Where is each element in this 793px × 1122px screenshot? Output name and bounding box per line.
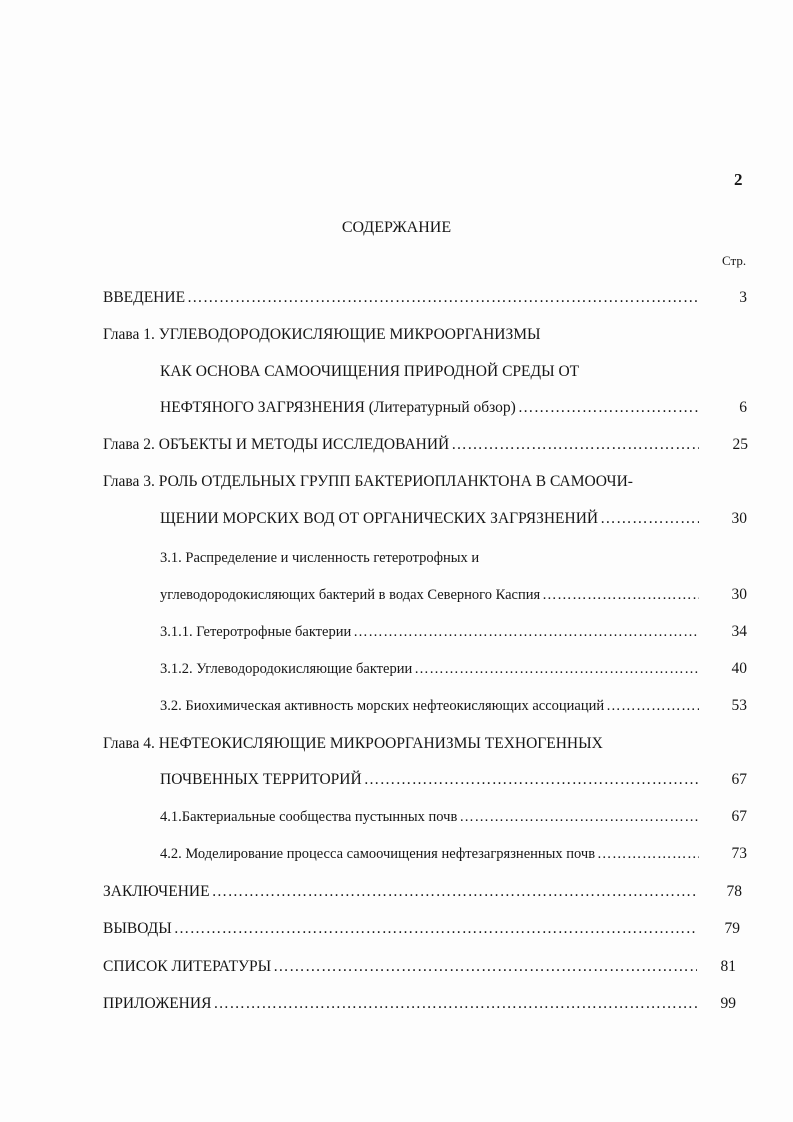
leader-dots [174, 918, 697, 940]
toc-chapter-4-line-2 [160, 769, 701, 791]
toc-entry-text: ЩЕНИИ МОРСКИХ ВОД ОТ ОРГАНИЧЕСКИХ ЗАГРЯЗНЕНИЙ [160, 510, 599, 527]
leader-dots [597, 843, 699, 865]
toc-title: СОДЕРЖАНИЕ [341, 219, 452, 236]
toc-entry-text: Глава 3. РОЛЬ ОТДЕЛЬНЫХ ГРУПП БАКТЕРИОПЛАНКТОНА В САМООЧИ- [103, 473, 633, 490]
toc-chapter-3-line-1 [103, 471, 633, 493]
toc-section-3-1-1 [160, 621, 701, 643]
leader-dots [273, 956, 697, 978]
page-number: 2 [734, 170, 743, 189]
toc-entry-page: 99 [720, 995, 736, 1012]
leader-dots [518, 397, 699, 419]
toc-entry-text: 3.2. Биохимическая активность морских нефтеокисляющих ассоциаций [160, 698, 605, 714]
toc-entry-references [103, 956, 699, 978]
toc-entry-page: 78 [726, 883, 742, 900]
toc-entry-text: НЕФТЯНОГО ЗАГРЯЗНЕНИЯ (Литературный обзор) [160, 399, 516, 416]
toc-entry-text: ЗАКЛЮЧЕНИЕ [103, 883, 210, 900]
toc-entry-text: ВВЕДЕНИЕ [103, 289, 186, 306]
leader-dots [459, 806, 699, 828]
page-column-header: Стр. [722, 253, 747, 268]
leader-dots [414, 658, 699, 680]
leader-dots [606, 695, 699, 717]
toc-entry-text: ПРИЛОЖЕНИЯ [103, 995, 212, 1012]
toc-section-4-1 [160, 806, 701, 828]
toc-entry-text: Глава 1. УГЛЕВОДОРОДОКИСЛЯЮЩИЕ МИКРООРГАНИЗМЫ [103, 326, 541, 343]
leader-dots [542, 584, 699, 606]
toc-entry-text: 3.1.1. Гетеротрофные бактерии [160, 624, 352, 640]
toc-chapter-1-line-2 [160, 361, 579, 383]
toc-chapter-3-line-2 [160, 508, 701, 530]
toc-entry-page: 25 [732, 436, 748, 453]
toc-chapter-1-line-3 [160, 397, 701, 419]
toc-entry-text: 3.1. Распределение и численность гетеротрофных и [160, 550, 480, 566]
toc-chapter-4-line-1 [103, 733, 603, 755]
toc-entry-page: 73 [731, 845, 747, 862]
toc-entry-text: КАК ОСНОВА САМООЧИЩЕНИЯ ПРИРОДНОЙ СРЕДЫ ОТ [160, 363, 580, 380]
leader-dots [364, 769, 699, 791]
toc-entry-page: 81 [720, 958, 736, 975]
leader-dots [212, 881, 697, 903]
leader-dots [213, 993, 697, 1015]
toc-entry-page: 34 [731, 623, 747, 640]
leader-dots [451, 434, 699, 456]
toc-entry-page: 30 [731, 586, 747, 603]
toc-chapter-2 [103, 434, 701, 456]
toc-entry-text: Глава 4. НЕФТЕОКИСЛЯЮЩИЕ МИКРООРГАНИЗМЫ ТЕХНОГЕННЫХ [103, 735, 603, 752]
toc-section-3-2 [160, 695, 701, 717]
toc-entry-appendices [103, 993, 699, 1015]
toc-entry-page: 3 [739, 289, 747, 306]
toc-entry-text: ВЫВОДЫ [103, 920, 172, 937]
leader-dots [187, 287, 699, 309]
leader-dots [353, 621, 699, 643]
toc-entry-text: СПИСОК ЛИТЕРАТУРЫ [103, 958, 272, 975]
toc-entry-page: 30 [731, 510, 747, 527]
toc-section-4-2 [160, 843, 701, 865]
toc-entry-text: ПОЧВЕННЫХ ТЕРРИТОРИЙ [160, 771, 362, 788]
toc-entry-intro [103, 287, 701, 309]
toc-entry-page: 40 [731, 660, 747, 677]
toc-entry-text: 4.1.Бактериальные сообщества пустынных почв [160, 809, 458, 825]
toc-entry-page: 67 [731, 771, 747, 788]
toc-entry-text: 4.2. Моделирование процесса самоочищения нефтезагрязненных почв [160, 846, 596, 862]
toc-entry-page: 6 [739, 399, 747, 416]
toc-section-3-1-line-2 [160, 584, 701, 606]
toc-entry-conclusion [103, 881, 699, 903]
toc-chapter-1-line-1 [103, 324, 541, 346]
toc-entry-page: 53 [731, 697, 747, 714]
toc-entry-text: Глава 2. ОБЪЕКТЫ И МЕТОДЫ ИССЛЕДОВАНИЙ [103, 436, 450, 453]
toc-entry-findings [103, 918, 699, 940]
toc-entry-page: 67 [731, 808, 747, 825]
toc-entry-text: углеводородокисляющих бактерий в водах Северного Каспия [160, 587, 541, 603]
toc-entry-page: 79 [724, 920, 740, 937]
toc-section-3-1-line-1 [160, 547, 479, 569]
leader-dots [600, 508, 699, 530]
toc-section-3-1-2 [160, 658, 701, 680]
toc-entry-text: 3.1.2. Углеводородокисляющие бактерии [160, 661, 413, 677]
